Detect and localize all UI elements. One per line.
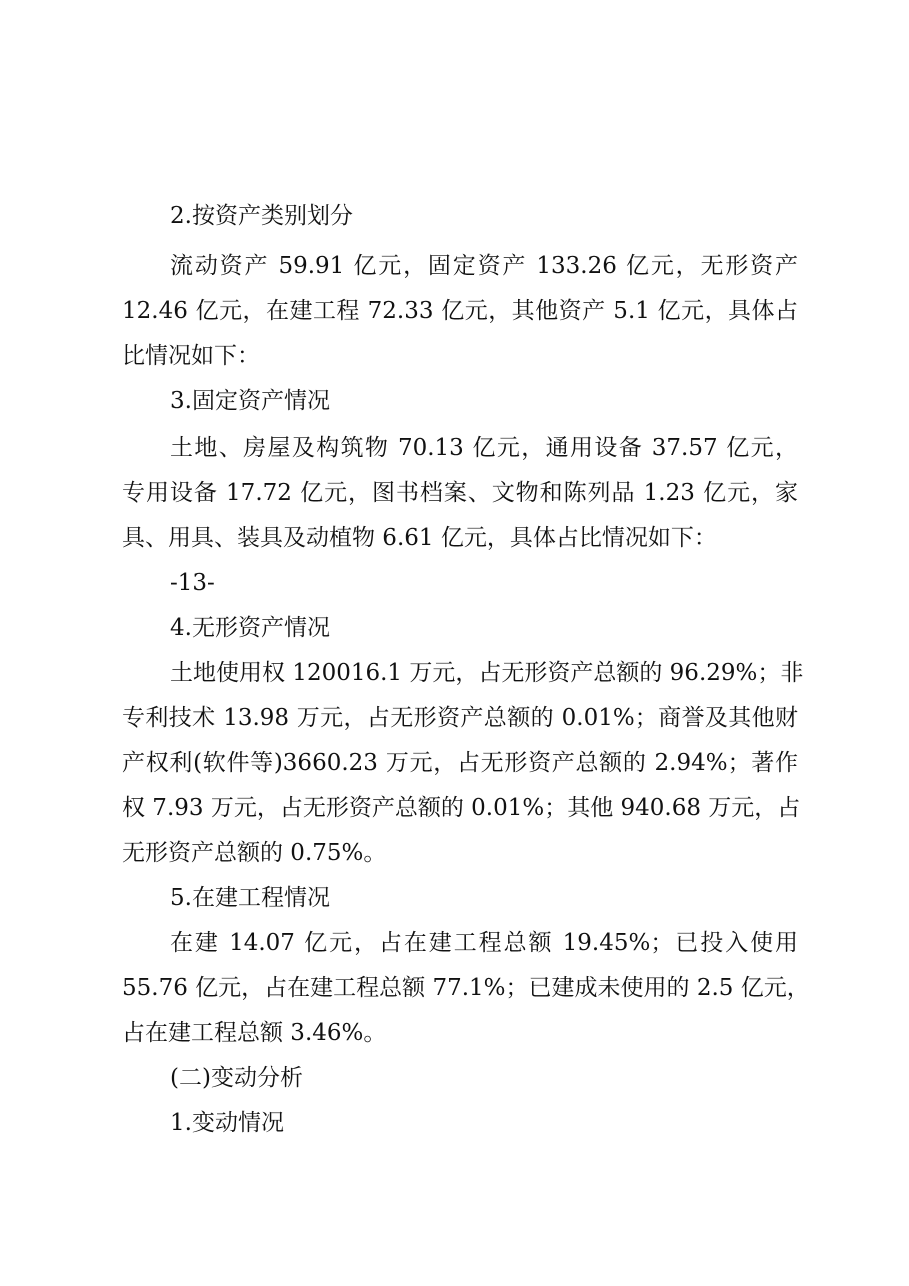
paragraph-line: 专利技术 13.98 万元，占无形资产总额的 0.01%；商誉及其他财 xyxy=(122,705,798,731)
paragraph-line: 占在建工程总额 3.46%。 xyxy=(122,1020,387,1046)
paragraph-line: 产权利(软件等)3660.23 万元，占无形资产总额的 2.94%；著作 xyxy=(122,750,798,776)
section-heading-change-status: 1.变动情况 xyxy=(170,1110,284,1136)
paragraph-line: 专用设备 17.72 亿元，图书档案、文物和陈列品 1.23 亿元，家 xyxy=(122,480,798,506)
section-heading-asset-category: 2.按资产类别划分 xyxy=(170,203,353,229)
page-number: -13- xyxy=(170,570,215,596)
paragraph-line: 土地使用权 120016.1 万元，占无形资产总额的 96.29%；非 xyxy=(170,660,804,686)
paragraph-line: 在建 14.07 亿元，占在建工程总额 19.45%；已投入使用 xyxy=(170,930,798,956)
paragraph-line: 具、用具、装具及动植物 6.61 亿元，具体占比情况如下： xyxy=(122,525,717,551)
paragraph-line: 权 7.93 万元，占无形资产总额的 0.01%；其他 940.68 万元，占 xyxy=(122,795,801,821)
paragraph-line: 流动资产 59.91 亿元，固定资产 133.26 亿元，无形资产 xyxy=(170,253,798,279)
paragraph-line: 比情况如下： xyxy=(122,343,260,369)
paragraph-line: 12.46 亿元，在建工程 72.33 亿元，其他资产 5.1 亿元，具体占 xyxy=(122,298,798,324)
section-heading-construction-in-progress: 5.在建工程情况 xyxy=(170,885,330,911)
section-heading-fixed-assets: 3.固定资产情况 xyxy=(170,388,330,414)
section-heading-change-analysis: (二)变动分析 xyxy=(170,1065,303,1091)
paragraph-line: 无形资产总额的 0.75%。 xyxy=(122,840,387,866)
paragraph-line: 土地、房屋及构筑物 70.13 亿元，通用设备 37.57 亿元， xyxy=(170,435,798,461)
paragraph-line: 55.76 亿元，占在建工程总额 77.1%；已建成未使用的 2.5 亿元， xyxy=(122,975,810,1001)
section-heading-intangible-assets: 4.无形资产情况 xyxy=(170,615,330,641)
